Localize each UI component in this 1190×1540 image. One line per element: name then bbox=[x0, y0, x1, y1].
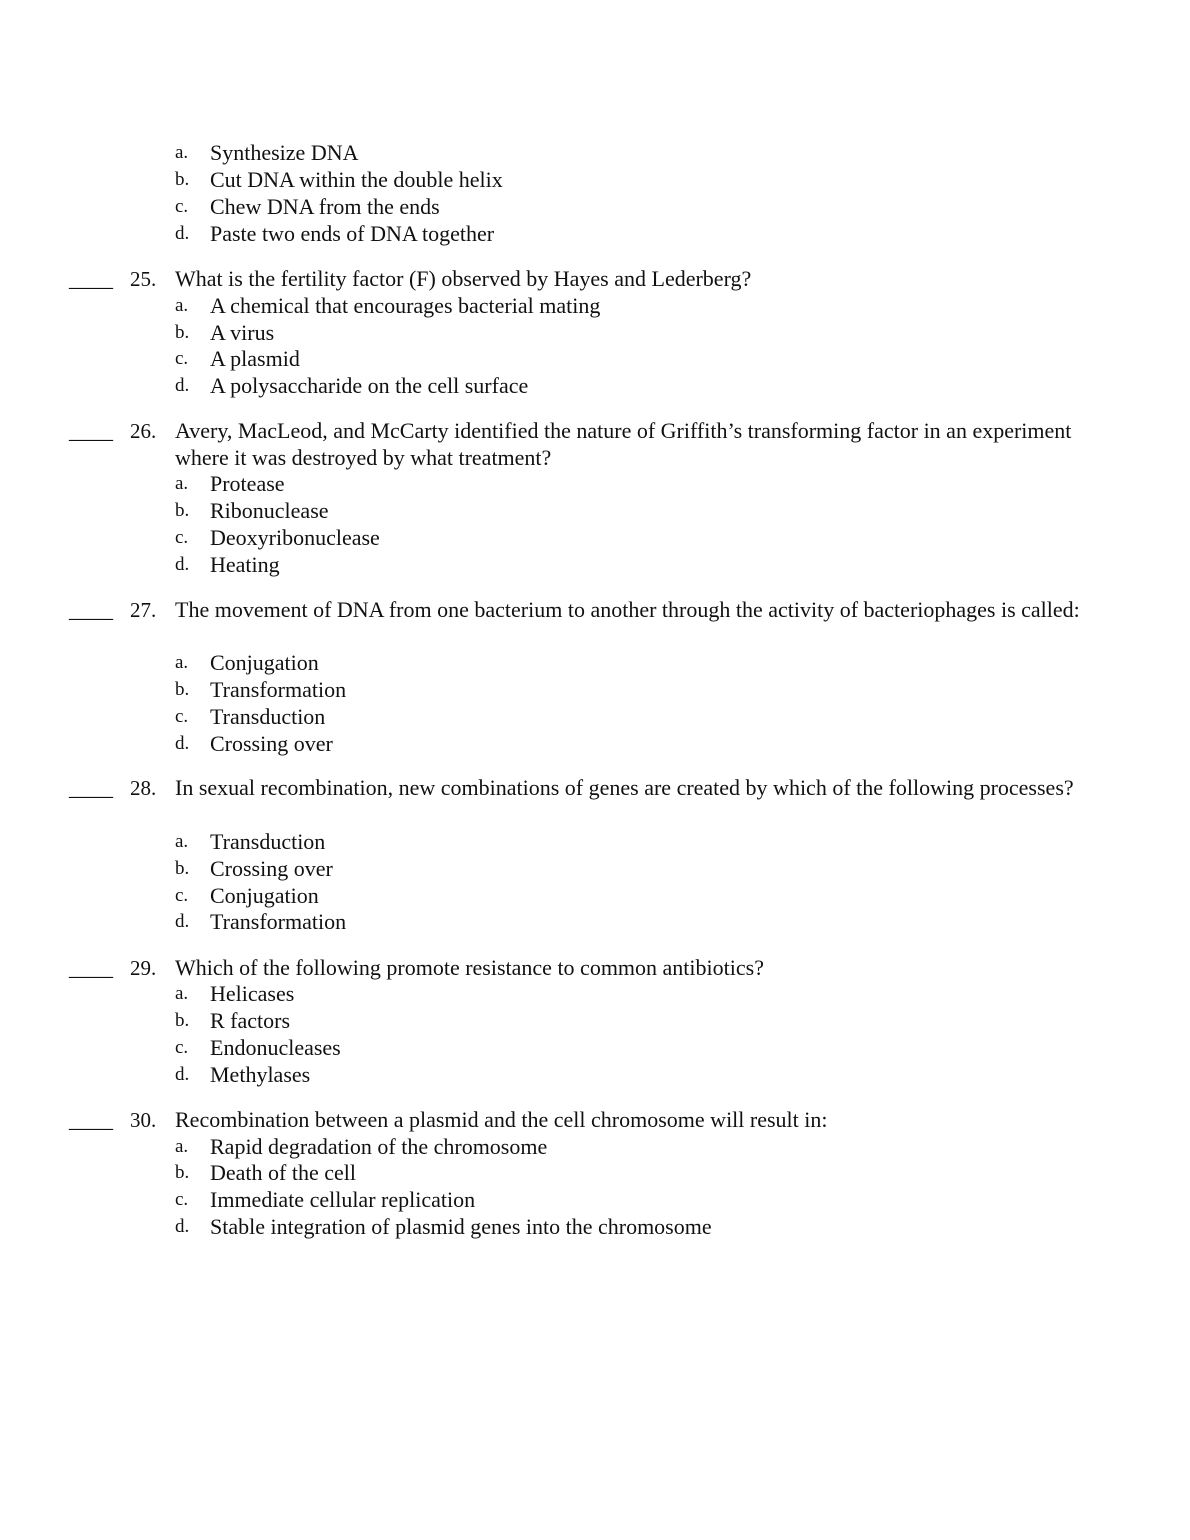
option-text: Transduction bbox=[210, 829, 326, 854]
option-text: A polysaccharide on the cell surface bbox=[210, 373, 529, 398]
question-number: 26. bbox=[130, 419, 157, 443]
option-text: Death of the cell bbox=[210, 1160, 356, 1185]
option-letter: b. bbox=[175, 500, 190, 521]
question-number: 28. bbox=[130, 776, 157, 800]
option-letter: a. bbox=[175, 652, 189, 673]
option-letter: d. bbox=[175, 733, 190, 754]
option-letter: b. bbox=[175, 679, 190, 700]
option-text: A chemical that encourages bacterial mating bbox=[210, 293, 601, 318]
option-letter: b. bbox=[175, 858, 190, 879]
option-text: A virus bbox=[210, 320, 275, 345]
option-letter: d. bbox=[175, 1064, 190, 1085]
answer-blank[interactable]: ____ bbox=[69, 775, 113, 800]
option-letter: d. bbox=[175, 554, 190, 575]
option-letter: a. bbox=[175, 983, 189, 1004]
option-letter: c. bbox=[175, 196, 189, 217]
option-letter: c. bbox=[175, 1189, 189, 1210]
option-letter: d. bbox=[175, 223, 190, 244]
option-text: Conjugation bbox=[210, 883, 319, 908]
option-letter: a. bbox=[175, 295, 189, 316]
option-letter: a. bbox=[175, 473, 189, 494]
option-text: Conjugation bbox=[210, 650, 319, 675]
question-text: In sexual recombination, new combinations of genes are created by which of the following processes? bbox=[175, 775, 1074, 800]
option-letter: a. bbox=[175, 831, 189, 852]
option-text: Transduction bbox=[210, 704, 326, 729]
option-letter: c. bbox=[175, 706, 189, 727]
answer-blank[interactable]: ____ bbox=[69, 266, 113, 291]
option-letter: d. bbox=[175, 911, 190, 932]
option-letter: b. bbox=[175, 1010, 190, 1031]
option-letter: c. bbox=[175, 527, 189, 548]
answer-blank[interactable]: ____ bbox=[69, 418, 113, 443]
option-text: Transformation bbox=[210, 677, 347, 702]
answer-blank[interactable]: ____ bbox=[69, 955, 113, 980]
option-text: Chew DNA from the ends bbox=[210, 194, 440, 219]
option-letter: c. bbox=[175, 348, 189, 369]
option-letter: a. bbox=[175, 142, 189, 163]
option-text: Helicases bbox=[210, 981, 295, 1006]
option-letter: a. bbox=[175, 1136, 189, 1157]
option-text: Ribonuclease bbox=[210, 498, 329, 523]
option-letter: b. bbox=[175, 1162, 190, 1183]
question-number: 30. bbox=[130, 1108, 157, 1132]
option-letter: d. bbox=[175, 1216, 190, 1237]
answer-blank[interactable]: ____ bbox=[69, 597, 113, 622]
option-letter: c. bbox=[175, 885, 189, 906]
question-text: Recombination between a plasmid and the cell chromosome will result in: bbox=[175, 1107, 828, 1132]
option-text: Stable integration of plasmid genes into the chromosome bbox=[210, 1214, 712, 1239]
option-text: R factors bbox=[210, 1008, 291, 1033]
option-letter: c. bbox=[175, 1037, 189, 1058]
question-text: Which of the following promote resistance to common antibiotics? bbox=[175, 955, 764, 980]
option-text: Crossing over bbox=[210, 856, 333, 881]
option-text: Cut DNA within the double helix bbox=[210, 167, 503, 192]
option-text: Heating bbox=[210, 552, 280, 577]
option-text: Rapid degradation of the chromosome bbox=[210, 1134, 548, 1159]
question-text: What is the fertility factor (F) observed by Hayes and Lederberg? bbox=[175, 266, 752, 291]
option-text: Endonucleases bbox=[210, 1035, 341, 1060]
option-text: Immediate cellular replication bbox=[210, 1187, 476, 1212]
option-letter: b. bbox=[175, 169, 190, 190]
question-number: 25. bbox=[130, 267, 157, 291]
option-text: Methylases bbox=[210, 1062, 311, 1087]
option-letter: b. bbox=[175, 322, 190, 343]
option-text: Crossing over bbox=[210, 731, 333, 756]
option-text: Paste two ends of DNA together bbox=[210, 221, 495, 246]
question-number: 29. bbox=[130, 956, 157, 980]
question-text: Avery, MacLeod, and McCarty identified the nature of Griffith’s transforming factor in an experiment where it was destroyed by what treatment? bbox=[175, 418, 1072, 470]
question-number: 27. bbox=[130, 598, 157, 622]
option-text: Synthesize DNA bbox=[210, 140, 359, 165]
option-text: Deoxyribonuclease bbox=[210, 525, 380, 550]
answer-blank[interactable]: ____ bbox=[69, 1107, 113, 1132]
option-letter: d. bbox=[175, 375, 190, 396]
option-text: A plasmid bbox=[210, 346, 300, 371]
option-text: Transformation bbox=[210, 909, 347, 934]
option-text: Protease bbox=[210, 471, 285, 496]
question-text: The movement of DNA from one bacterium to another through the activity of bacteriophages is called: bbox=[175, 597, 1080, 622]
